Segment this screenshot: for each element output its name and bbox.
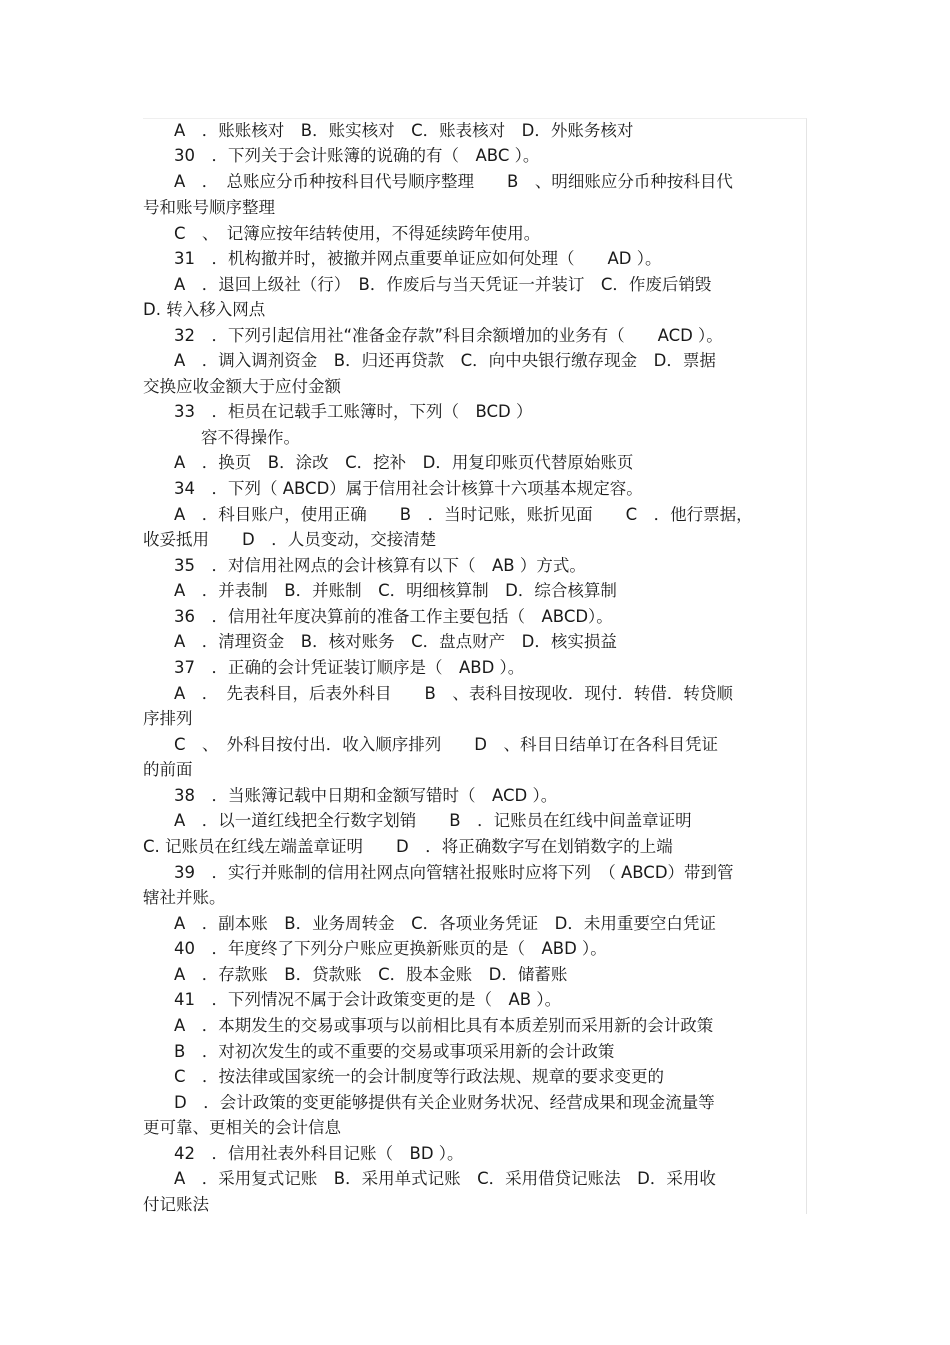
text-line: A ．存款账 B．贷款账 C．股本金账 D．储蓄账 [174, 965, 568, 984]
question-34: 34 ．下列（ ABCD）属于信用社会计核算十六项基本规定容。 [174, 479, 643, 498]
question-37: 37 ．正确的会计凭证装订顺序是（ ABD ）。 [174, 658, 525, 677]
question-32: 32 ．下列引起信用社“准备金存款”科目余额增加的业务有（ ACD ）。 [174, 326, 723, 345]
text-line: 序排列 [143, 709, 193, 728]
text-line: D. 转入移入网点 [143, 300, 266, 319]
text-line: C 、 外科目按付出．收入顺序排列 D 、科目日结单订在各科目凭证 [174, 735, 718, 754]
text-line: C ．按法律或国家统一的会计制度等行政法规、规章的要求变更的 [174, 1067, 665, 1086]
text-line: A ．清理资金 B．核对账务 C．盘点财产 D．核实损益 [174, 632, 617, 651]
text-line: 的前面 [143, 760, 193, 779]
text-line: A ．科目账户，使用正确 B ．当时记账，账折见面 C ．他行票据， [174, 505, 753, 524]
text-line: 付记账法 [143, 1195, 209, 1214]
text-line: A ．账账核对 B．账实核对 C．账表核对 D．外账务核对 [174, 121, 634, 140]
text-line: C 、 记簿应按年结转使用，不得延续跨年使用。 [174, 224, 541, 243]
question-38: 38 ．当账簿记载中日期和金额写错时（ ACD ）。 [174, 786, 558, 805]
text-line: 号和账号顺序整理 [143, 198, 275, 217]
text-line: 收妥抵用 D ．人员变动，交接清楚 [143, 530, 437, 549]
question-30: 30 ．下列关于会计账簿的说确的有（ ABC ）。 [174, 146, 540, 165]
question-39: 39 ．实行并账制的信用社网点向管辖社报账时应将下列 （ ABCD）带到管 [174, 863, 734, 882]
question-40: 40 ．年度终了下列分户账应更换新账页的是（ ABD ）。 [174, 939, 607, 958]
text-line: 交换应收金额大于应付金额 [143, 377, 341, 396]
text-line: A ．副本账 B．业务周转金 C．各项业务凭证 D．未用重要空白凭证 [174, 914, 716, 933]
text-line: A ．退回上级社（行） B．作废后与当天凭证一并装订 C．作废后销毁 [174, 275, 712, 294]
text-line: 辖社并账。 [143, 888, 226, 907]
question-35: 35 ．对信用社网点的会计核算有以下（ AB ）方式。 [174, 556, 586, 575]
question-33: 33 ．柜员在记载手工账簿时，下列（ BCD ） [174, 402, 533, 421]
text-line: A ． 先表科目，后表外科目 B 、表科目按现收．现付．转借．转贷顺 [174, 684, 733, 703]
text-line: A ．以一道红线把全行数字划销 B ．记账员在红线中间盖章证明 [174, 811, 692, 830]
text-line: A ． 总账应分币种按科目代号顺序整理 B 、明细账应分币种按科目代 [174, 172, 733, 191]
text-line: A ．换页 B．涂改 C．挖补 D．用复印账页代替原始账页 [174, 453, 634, 472]
text-line: B ．对初次发生的或不重要的交易或事项采用新的会计政策 [174, 1042, 615, 1061]
question-41: 41 ．下列情况不属于会计政策变更的是（ AB ）。 [174, 990, 562, 1009]
question-31: 31 ．机构撤并时，被撤并网点重要单证应如何处理（ AD ）。 [174, 249, 662, 268]
question-42: 42 ．信用社表外科目记账（ BD ）。 [174, 1144, 464, 1163]
text-line: D ．会计政策的变更能够提供有关企业财务状况、经营成果和现金流量等 [174, 1093, 715, 1112]
text-line: A ．并表制 B．并账制 C．明细核算制 D．综合核算制 [174, 581, 617, 600]
text-line: C. 记账员在红线左端盖章证明 D ．将正确数字写在划销数字的上端 [143, 837, 673, 856]
text-line: A ．本期发生的交易或事项与以前相比具有本质差别而采用新的会计政策 [174, 1016, 714, 1035]
text-line: A ．采用复式记账 B．采用单式记账 C．采用借贷记账法 D．采用收 [174, 1169, 716, 1188]
text-line: A ．调入调剂资金 B．归还再贷款 C．向中央银行缴存现金 D．票据 [174, 351, 716, 370]
text-line: 容不得操作。 [201, 428, 300, 447]
text-line: 更可靠、更相关的会计信息 [143, 1118, 341, 1137]
question-36: 36 ．信用社年度决算前的准备工作主要包括（ ABCD）。 [174, 607, 613, 626]
